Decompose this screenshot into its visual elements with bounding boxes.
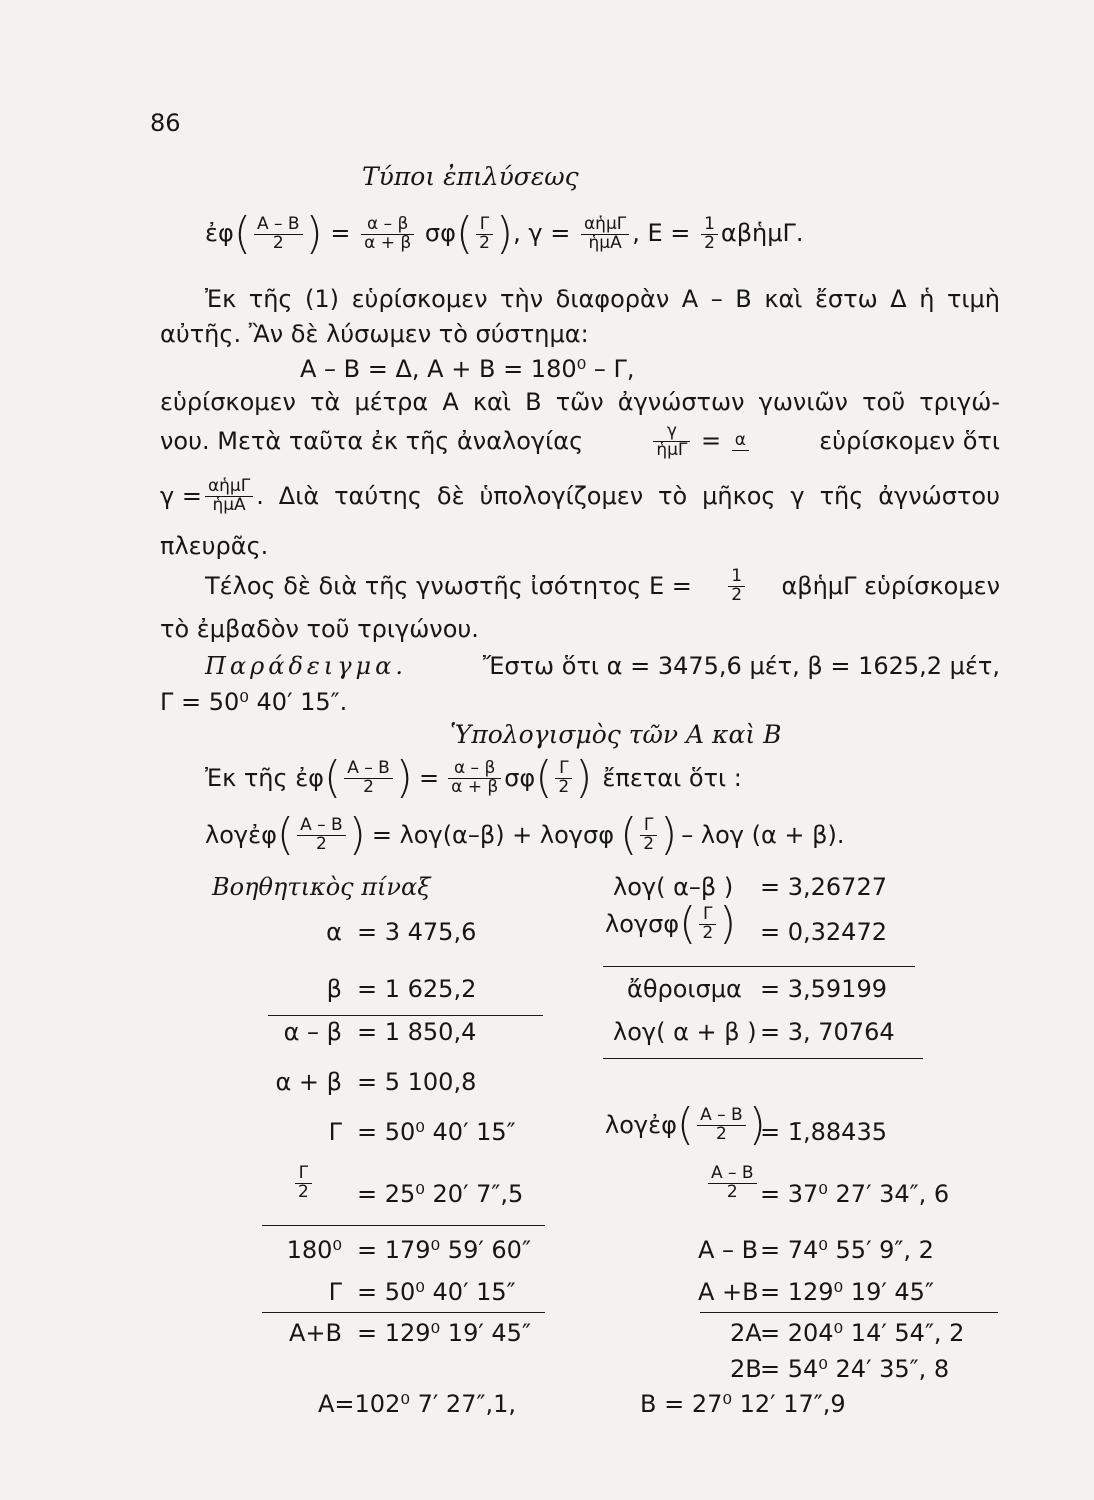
final-angle-B: Β = 27⁰ 12′ 17″,9	[640, 1390, 846, 1418]
aux-table-title: Βοηθητικὸς πίναξ	[212, 873, 431, 901]
example-line: Γ = 50⁰ 40′ 15″.	[160, 688, 348, 716]
left-table-lhs: α – β	[283, 1018, 342, 1046]
left-table-rhs: = 129⁰ 19′ 45″	[357, 1319, 531, 1347]
section-heading: Τύποι ἐπιλύσεως	[362, 162, 579, 191]
paragraph-line: Τέλος δὲ διὰ τῆς γνωστῆς ἰσότητος Ε = $\frac{1}{2}$ αβἡμΓ εὑρίσκομεν	[205, 566, 1000, 605]
right-table-lhs-fraction: $\frac{A - B}{2}$	[705, 1165, 760, 1202]
right-table-lhs: 2Β	[730, 1355, 762, 1383]
table-rule	[603, 966, 915, 967]
left-table-lhs: α + β	[275, 1068, 342, 1096]
left-table-rhs: = 179⁰ 59′ 60″	[357, 1236, 531, 1264]
right-table-rhs: = 0,32472	[760, 918, 887, 946]
right-table-lhs: 2Α	[730, 1319, 762, 1347]
right-table-lhs: Α – Β	[698, 1236, 759, 1264]
page-number: 86	[150, 109, 181, 137]
right-table-rhs: = 74⁰ 55′ 9″, 2	[760, 1236, 934, 1264]
left-table-lhs: β	[326, 975, 342, 1003]
left-table-rhs: = 5 100,8	[357, 1068, 477, 1096]
right-table-rhs: = 3, 70764	[760, 1018, 895, 1046]
left-table-rhs: = 3 475,6	[357, 918, 477, 946]
left-table-lhs: Α+Β	[289, 1319, 342, 1347]
right-table-lhs: ἄθροισμα	[627, 975, 742, 1003]
left-table-lhs: 180⁰	[286, 1236, 342, 1264]
solution-formulas: ἐφ( $\frac{A - B}{2}$ ) = $\frac{\alpha - \beta}{\alpha + \beta}$ σφ( $\frac{\Gamma}{2}$ ), γ = $\frac{\text{αἡμΓ}}{\text{ἡμΑ}}$ , Ε = $\frac{1}{2}$ αβἡμΓ.	[205, 208, 804, 259]
equation-system: Α – Β = Δ, Α + Β = 180⁰ – Γ,	[300, 355, 635, 383]
right-table-rhs: = 3,59199	[760, 975, 887, 1003]
paragraph-line: τὸ ἐμβαδὸν τοῦ τριγώνου.	[160, 615, 479, 643]
left-table-rhs: = 1 850,4	[357, 1018, 477, 1046]
paragraph-line: αὐτῆς. Ἂν δὲ λύσωμεν τὸ σύστημα:	[160, 320, 589, 348]
paragraph-line: Ἐκ τῆς (1) εὑρίσκομεν τὴν διαφορὰν Α – Β καὶ ἔστω Δ ἡ τιμὴ	[205, 285, 1000, 313]
right-table-lhs: λογ( α–β )	[613, 873, 734, 901]
paragraph-line: γ = $\frac{\text{αἡμΓ}}{\text{ἡμΑ}}$ . Διὰ ταύτης δὲ ὑπολογίζομεν τὸ μῆκος γ τῆς ἀγνώστου	[160, 476, 1000, 515]
table-rule	[700, 1312, 998, 1313]
paragraph-line: εὑρίσκομεν τὰ μέτρα Α καὶ Β τῶν ἀγνώστων γωνιῶν τοῦ τριγώ-	[160, 388, 1000, 416]
left-table-lhs: α	[326, 918, 342, 946]
final-angle-A: Α=102⁰ 7′ 27″,1,	[318, 1390, 516, 1418]
table-rule	[262, 1225, 545, 1226]
left-table-lhs: Γ	[328, 1278, 342, 1306]
right-table-lhs: λογ( α + β )	[613, 1018, 757, 1046]
left-table-rhs: = 1 625,2	[357, 975, 477, 1003]
right-table-rhs: = 37⁰ 27′ 34″, 6	[760, 1180, 950, 1208]
table-rule	[268, 1015, 543, 1016]
left-table-rhs: = 50⁰ 40′ 15″	[357, 1278, 516, 1306]
calc-heading: Ὑπολογισμὸς τῶν Α καὶ Β	[450, 720, 782, 749]
calc-formula: Ἐκ τῆς ἐφ ( $\frac{A - B}{2}$ ) = $\frac{\alpha - \beta}{\alpha + \beta}$ σφ ( $\frac{\Gamma}{2}$ ) ἔπεται ὅτι :	[205, 752, 742, 803]
paragraph-line: πλευρᾶς.	[160, 532, 269, 560]
left-table-lhs: Γ	[328, 1118, 342, 1146]
left-table-lhs-fraction: $\frac{\Gamma}{2}$	[292, 1165, 315, 1202]
example-line: Παράδειγμα. Ἔστω ὅτι α = 3475,6 μέτ, β = 1625,2 μέτ,	[205, 652, 1000, 680]
right-table-rhs: = 1̄,88435	[760, 1118, 887, 1146]
right-table-lhs: Α +Β	[698, 1278, 759, 1306]
log-formula: λογἐφ ( $\frac{A - B}{2}$ ) = λογ(α–β) + λογσφ ( $\frac{\Gamma}{2}$ ) – λογ (α + β).	[205, 809, 845, 860]
left-table-rhs: = 25⁰ 20′ 7″,5	[357, 1180, 524, 1208]
right-table-lhs: λογσφ ( $\frac{\Gamma}{2}$ )	[605, 898, 737, 949]
right-table-rhs: = 129⁰ 19′ 45″	[760, 1278, 934, 1306]
right-table-rhs: = 204⁰ 14′ 54″, 2	[760, 1319, 965, 1347]
table-rule	[262, 1312, 545, 1313]
right-table-lhs: λογἐφ ( $\frac{A - B}{2}$ )	[605, 1099, 766, 1150]
table-rule	[603, 1058, 923, 1059]
paragraph-line: νου. Μετὰ ταῦτα ἐκ τῆς ἀναλογίας $\frac{\gamma}{\text{ἡμΓ}}$ = α εὑρίσκομεν ὅτι	[160, 421, 1000, 460]
right-table-rhs: = 3,26727	[760, 873, 887, 901]
left-table-rhs: = 50⁰ 40′ 15″	[357, 1118, 516, 1146]
right-table-rhs: = 54⁰ 24′ 35″, 8	[760, 1355, 950, 1383]
